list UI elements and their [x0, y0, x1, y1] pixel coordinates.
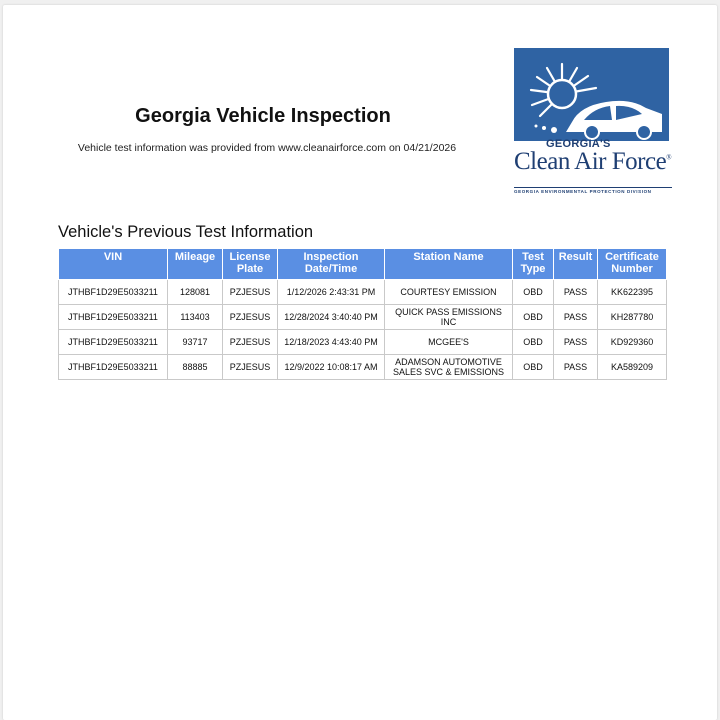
cell-certificate: KA589209: [598, 355, 667, 380]
cell-mileage: 88885: [168, 355, 223, 380]
cell-station: ADAMSON AUTOMOTIVE SALES SVC & EMISSIONS: [385, 355, 513, 380]
cell-datetime: 12/28/2024 3:40:40 PM: [278, 305, 385, 330]
cell-station: MCGEE'S: [385, 330, 513, 355]
page-title: Georgia Vehicle Inspection: [135, 105, 391, 127]
column-header-certificate-number: Certificate Number: [598, 249, 667, 280]
cell-station: COURTESY EMISSION: [385, 280, 513, 305]
cell-result: PASS: [554, 280, 598, 305]
test-history-table: [58, 248, 667, 380]
registered-mark: ®: [666, 153, 672, 162]
cell-test-type: OBD: [513, 330, 554, 355]
cell-test-type: OBD: [513, 305, 554, 330]
data-source-note: Vehicle test information was provided from www.cleanairforce.com on 04/21/2026: [77, 142, 457, 154]
column-header-inspection-datetime: Inspection Date/Time: [278, 249, 385, 280]
column-header-test-type: Test Type: [513, 249, 554, 280]
cell-vin: JTHBF1D29E5033211: [59, 330, 168, 355]
cell-result: PASS: [554, 330, 598, 355]
cell-plate: PZJESUS: [223, 305, 278, 330]
cell-test-type: OBD: [513, 280, 554, 305]
table-row: [59, 305, 667, 330]
cell-mileage: 128081: [168, 280, 223, 305]
cell-vin: JTHBF1D29E5033211: [59, 355, 168, 380]
logo-main-label: Clean Air Force: [514, 148, 667, 175]
cell-datetime: 12/9/2022 10:08:17 AM: [278, 355, 385, 380]
cell-station: QUICK PASS EMISSIONS INC: [385, 305, 513, 330]
document-page: [3, 5, 717, 720]
cell-datetime: 12/18/2023 4:43:40 PM: [278, 330, 385, 355]
cell-vin: JTHBF1D29E5033211: [59, 305, 168, 330]
column-header-station-name: Station Name: [385, 249, 513, 280]
clean-air-force-logo: [514, 48, 686, 198]
column-header-vin: VIN: [59, 249, 168, 280]
cell-result: PASS: [554, 355, 598, 380]
cell-test-type: OBD: [513, 355, 554, 380]
cell-vin: JTHBF1D29E5033211: [59, 280, 168, 305]
cell-plate: PZJESUS: [223, 330, 278, 355]
sun-car-emblem-icon: [514, 48, 669, 141]
table-row: [59, 280, 667, 305]
table-row: [59, 355, 667, 380]
logo-main-text: [514, 148, 671, 176]
cell-certificate: KH287780: [598, 305, 667, 330]
column-header-mileage: Mileage: [168, 249, 223, 280]
column-header-license-plate: License Plate: [223, 249, 278, 280]
cell-mileage: 93717: [168, 330, 223, 355]
cell-certificate: KK622395: [598, 280, 667, 305]
cell-mileage: 113403: [168, 305, 223, 330]
table-row: [59, 330, 667, 355]
cell-plate: PZJESUS: [223, 280, 278, 305]
cell-certificate: KD929360: [598, 330, 667, 355]
cell-datetime: 1/12/2026 2:43:31 PM: [278, 280, 385, 305]
column-header-result: Result: [554, 249, 598, 280]
table-header-row: [59, 249, 667, 280]
logo-top-text: GEORGIA'S: [546, 138, 611, 150]
section-heading: Vehicle's Previous Test Information: [58, 223, 314, 241]
cell-plate: PZJESUS: [223, 355, 278, 380]
cell-result: PASS: [554, 305, 598, 330]
logo-division-text: GEORGIA ENVIRONMENTAL PROTECTION DIVISION: [514, 187, 672, 194]
